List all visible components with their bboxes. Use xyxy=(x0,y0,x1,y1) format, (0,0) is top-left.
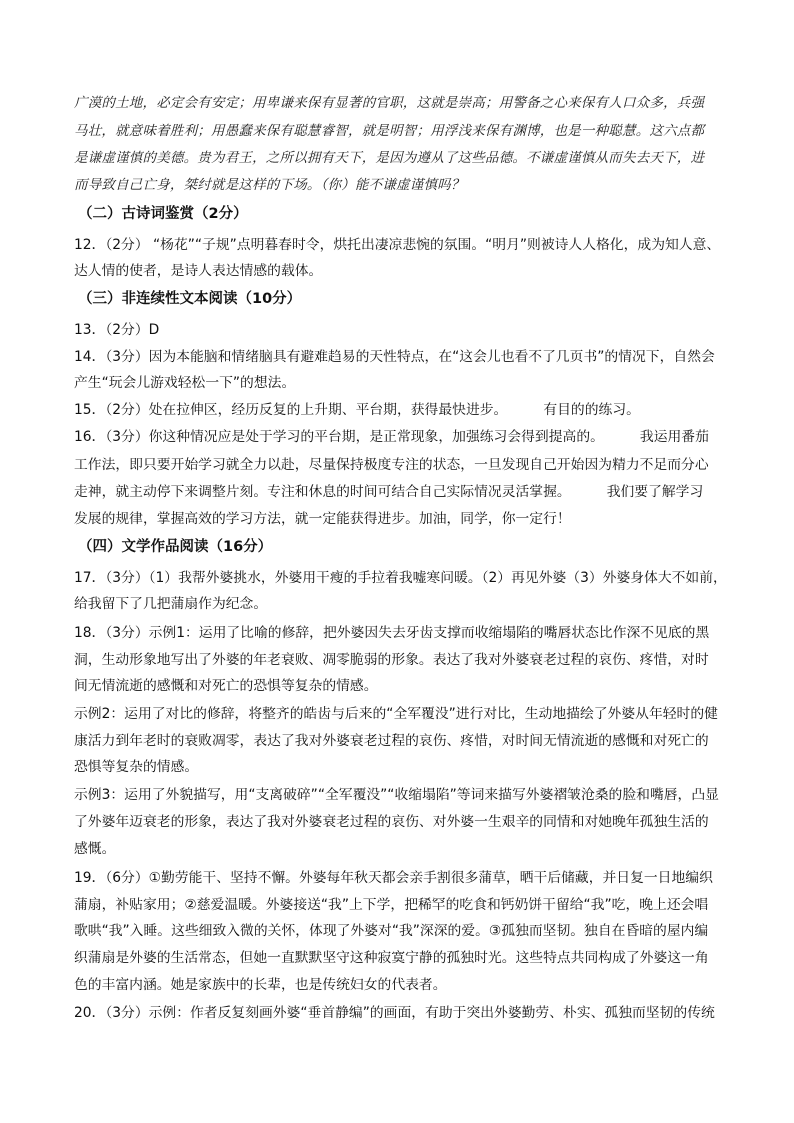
answer-20-line1: 20．（3分）示例：作者反复刻画外婆“垂首静编”的画面，有助于突出外婆勤劳、朴实、孤独而坚韧的传统 xyxy=(74,1005,715,1021)
answer-18-line9: 感慨。 xyxy=(74,841,116,857)
section-heading-poetry: （二）古诗词鉴赏（2分） xyxy=(78,206,248,222)
answer-19-line1: 19．（6分）①勤劳能干、坚持不懈。外婆每年秋天都会亲手割很多蒲草，晒干后储藏，并日复一日地编织 xyxy=(74,870,713,886)
answer-19-line4: 织蒲扇是外婆的生活常态，但她一直默默坚守这种寂寞宁静的孤独时光。这些特点共同构成了外婆这一角 xyxy=(74,950,709,966)
answer-19-line2: 蒲扇，补贴家用；②慈爱温暖。外婆接送“我”上下学，把稀罕的吃食和钙奶饼干留给“我”吃，晚上还会唱 xyxy=(74,897,709,913)
answer-16-line1 xyxy=(74,427,734,447)
answer-19-line5: 色的丰富内涵。她是家族中的长辈，也是传统妇女的代表者。 xyxy=(74,977,447,993)
answer-18-line2: 洞，生动形象地写出了外婆的年老衰败、凋零脆弱的形象。表达了我对外婆衰老过程的哀伤、疼惜，对时 xyxy=(74,652,709,668)
answer-14-line1: 14．（3分）因为本能脑和情绪脑具有避难趋易的天性特点，在“这会儿也看不了几页书”的情况下，自然会 xyxy=(74,349,715,365)
text-line: 而导致自己亡身，桀纣就是这样的下场。（你）能不谦虚谨慎吗？ xyxy=(74,177,465,193)
answer-14-line2: 产生“玩会儿游戏轻松一下”的想法。 xyxy=(74,375,296,391)
answer-16-line2: 工作法，即只要开始学习就全力以赴，尽量保持极度专注的状态，一旦发现自己开始因为精力不足而分心 xyxy=(74,457,709,473)
answer-18-line4: 示例2：运用了对比的修辞，将整齐的皓齿与后来的“全军覆没”进行对比，生动地描绘了外婆从年轻时的健 xyxy=(74,706,718,722)
answer-15 xyxy=(74,400,734,420)
answer-12-line2: 达人情的使者，是诗人表达情感的载体。 xyxy=(74,263,323,279)
answer-18-line3: 间无情流逝的感慨和对死亡的恐惧等复杂的情感。 xyxy=(74,678,378,694)
answer-16-line3 xyxy=(74,482,734,502)
answer-13: 13．（2分）D xyxy=(74,322,160,338)
answer-15-part-a: 15．（2分）处在拉伸区，经历反复的上升期、平台期，获得最快进步。 xyxy=(74,402,508,418)
section-heading-literature: （四）文学作品阅读（16分） xyxy=(78,539,273,555)
answer-18-line1: 18．（3分）示例1：运用了比喻的修辞，把外婆因失去牙齿支撑而收缩塌陷的嘴唇状态比作深不见底的黑 xyxy=(74,625,710,641)
answer-16-line4: 发展的规律，掌握高效的学习方法，就一定能获得进步。加油，同学，你一定行！ xyxy=(74,511,571,527)
answer-18-line6: 恐惧等复杂的情感。 xyxy=(74,759,199,775)
answer-16-line3b: 我们要了解学习 xyxy=(606,484,704,500)
answer-18-line8: 了外婆年迈衰老的形象，表达了我对外婆衰老过程的哀伤、对外婆一生艰辛的同情和对她晚年孤独生活的 xyxy=(74,814,709,830)
answer-18-line7: 示例3：运用了外貌描写，用“支离破碎”“全军覆没”“收缩塌陷”等词来描写外婆褶皱沧桑的脸和嘴唇，凸显 xyxy=(74,787,719,803)
text-line: 是谦虚谨慎的美德。贵为君王，之所以拥有天下，是因为遵从了这些品德。不谦虚谨慎从而失去天下，进 xyxy=(74,150,705,166)
answer-18-line5: 康活力到年老时的衰败凋零，表达了我对外婆衰老过程的哀伤、疼惜，对时间无情流逝的感慨和对死亡的 xyxy=(74,733,709,749)
section-heading-nontext: （三）非连续性文本阅读（10分） xyxy=(78,291,302,307)
answer-16-line1b: 我运用番茄 xyxy=(639,429,709,445)
answer-16-line3a: 走神，就主动停下来调整片刻。专注和休息的时间可结合自己实际情况灵活掌握。 xyxy=(74,484,571,500)
answer-19-line3: 歌哄“我”入睡。这些细致入微的关怀，体现了外婆对“我”深深的爱。③孤独而坚韧。独自在昏暗的屋内编 xyxy=(74,923,709,939)
text-line: 广漠的土地，必定会有安定；用卑谦来保有显著的官职，这就是崇高；用警备之心来保有人口众多，兵强 xyxy=(74,95,705,111)
answer-17-line1: 17．（3分）（1）我帮外婆挑水，外婆用干瘦的手拉着我嘘寒问暖。（2）再见外婆（3）外婆身体大不如前， xyxy=(74,570,727,586)
answer-17-line2: 给我留下了几把蒲扇作为纪念。 xyxy=(74,596,268,612)
answer-16-line1a: 16．（3分）你这种情况应是处于学习的平台期，是正常现象，加强练习会得到提高的。 xyxy=(74,429,604,445)
answer-12-line1: 12．（2分） “杨花”“子规”点明暮春时令，烘托出凄凉悲惋的氛围。“明月”则被诗人人格化，成为知人意、 xyxy=(74,237,721,253)
answer-15-part-b: 有目的的练习。 xyxy=(543,402,640,418)
text-line: 马壮，就意味着胜利；用愚蠢来保有聪慧睿智，就是明智；用浮浅来保有渊博，也是一种聪慧。这六点都 xyxy=(74,123,705,139)
